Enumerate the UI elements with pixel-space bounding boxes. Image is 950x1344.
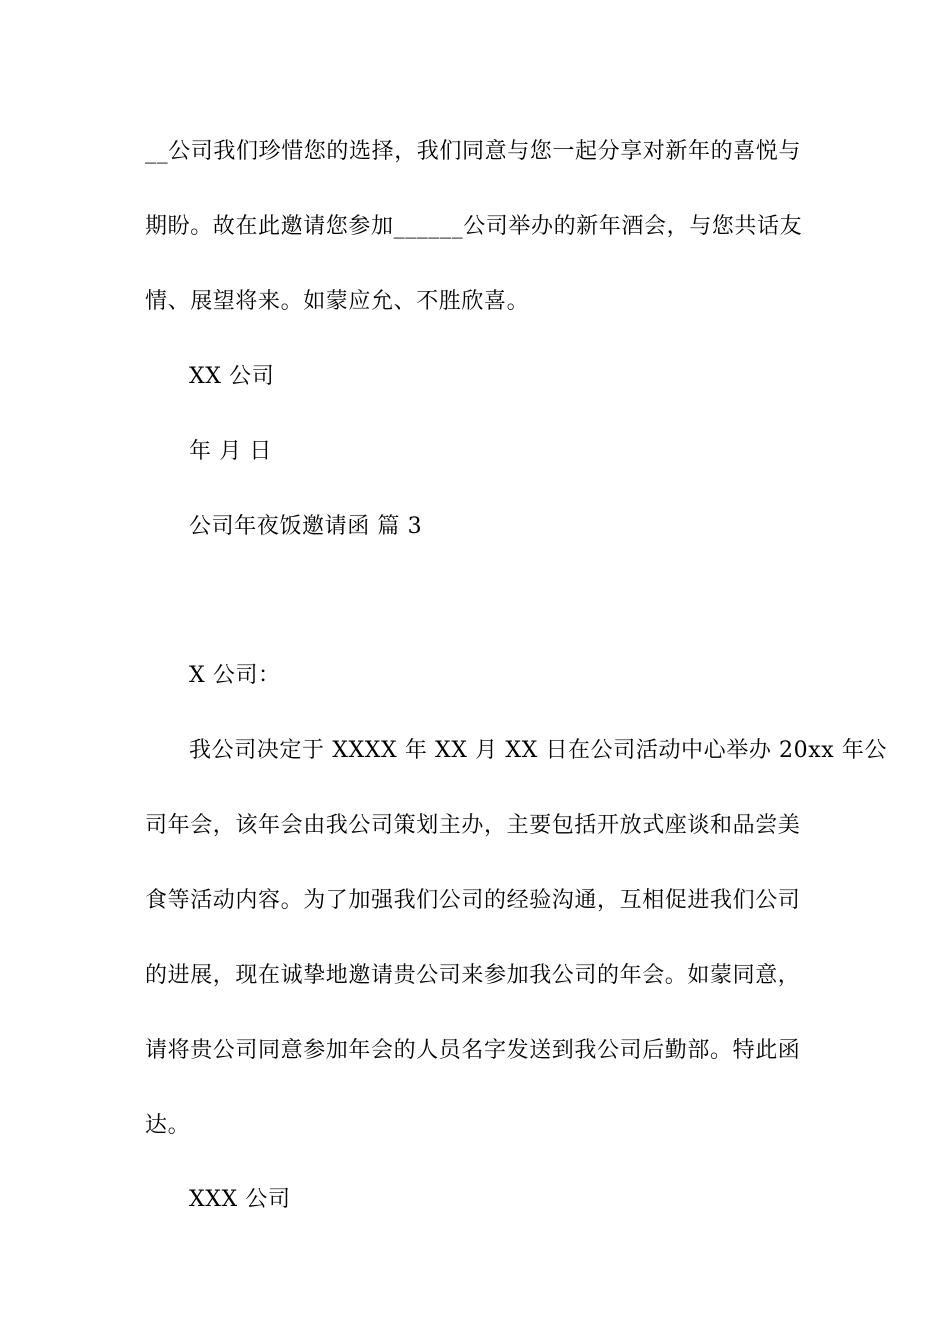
section-title: 公司年夜饭邀请函 篇 3 <box>189 514 423 539</box>
paragraph-1-line-3: 情、展望将来。如蒙应允、不胜欣喜。 <box>145 289 530 314</box>
salutation: X 公司： <box>189 663 281 688</box>
paragraph-2-line-3: 食等活动内容。为了加强我们公司的经验沟通，互相促进我们公司 <box>145 888 801 913</box>
paragraph-1-line-2: 期盼。故在此邀请您参加______公司举办的新年酒会，与您共话友 <box>145 214 803 239</box>
paragraph-1-line-1: __公司我们珍惜您的选择，我们同意与您一起分享对新年的喜悦与 <box>145 139 802 164</box>
signature-company: XX 公司 <box>189 364 275 389</box>
signature-company-2: XXX 公司 <box>189 1187 291 1212</box>
paragraph-2-line-6: 达。 <box>145 1113 191 1138</box>
paragraph-2-line-5: 请将贵公司同意参加年会的人员名字发送到我公司后勤部。特此函 <box>145 1038 801 1063</box>
date-line: 年 月 日 <box>189 439 272 464</box>
paragraph-2-line-2: 司年会，该年会由我公司策划主办，主要包括开放式座谈和品尝美 <box>145 813 801 838</box>
paragraph-2-line-4: 的进展，现在诚挚地邀请贵公司来参加我公司的年会。如蒙同意， <box>145 963 801 988</box>
paragraph-2-line-1: 我公司决定于 XXXX 年 XX 月 XX 日在公司活动中心举办 20xx 年公 <box>189 738 888 763</box>
